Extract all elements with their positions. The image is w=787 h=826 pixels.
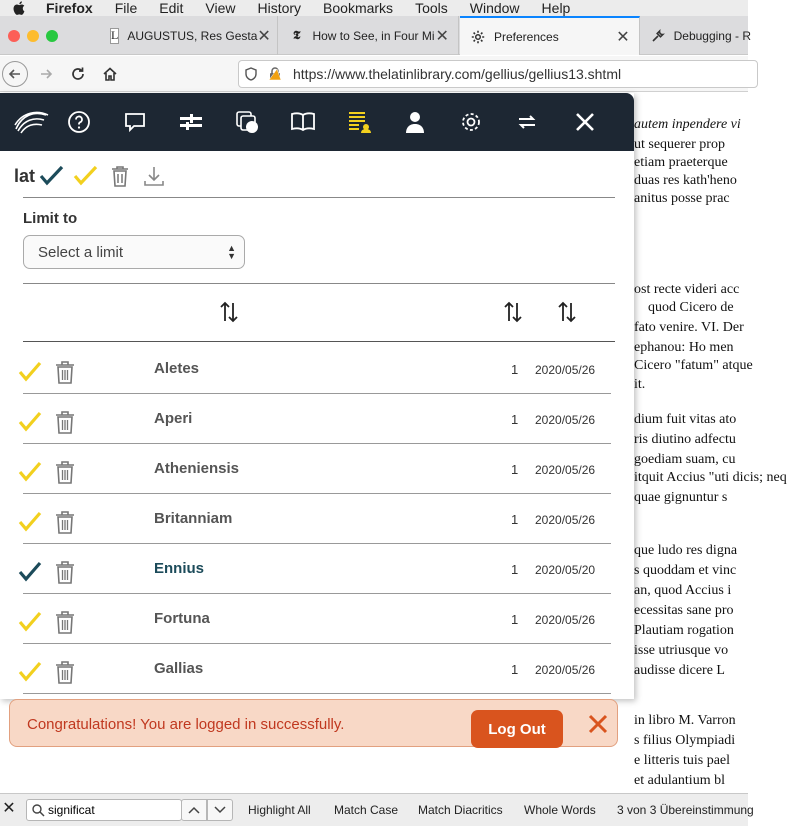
- word-count: 1: [511, 662, 519, 677]
- nyt-favicon-icon: 𝕿: [293, 28, 301, 42]
- macos-menubar: [0, 0, 748, 16]
- limit-select[interactable]: [23, 235, 245, 269]
- limit-select-value: Select a limit: [38, 243, 124, 261]
- page-line: que ludo res digna: [634, 543, 738, 558]
- word-date: 2020/05/26: [535, 513, 596, 527]
- word-date: 2020/05/26: [535, 363, 596, 377]
- page-line: quod Cicero de: [648, 300, 734, 315]
- book-icon[interactable]: [288, 107, 318, 137]
- page-line: e litteris tuis pael: [634, 753, 731, 768]
- match-diacritics-toggle[interactable]: Match Diacritics: [418, 803, 503, 817]
- window-zoom-button[interactable]: [46, 30, 58, 42]
- chevron-up-icon: [188, 806, 200, 814]
- check-icon[interactable]: [18, 361, 42, 383]
- word-count: 1: [511, 512, 519, 527]
- page-line: autem inpendere vi: [634, 117, 741, 132]
- arrow-left-icon: [8, 67, 22, 81]
- limit-label: Limit to: [23, 210, 78, 227]
- trash-icon[interactable]: [55, 560, 75, 584]
- reload-icon: [70, 66, 86, 82]
- word-date: 2020/05/26: [535, 613, 596, 627]
- page-line: Plautiam rogation: [634, 623, 734, 638]
- menu-edit[interactable]: Edit: [159, 0, 184, 16]
- word-count: 1: [511, 462, 519, 477]
- vocabulary-panel: [0, 93, 634, 699]
- trash-icon[interactable]: [55, 460, 75, 484]
- page-line: fato venire. VI. Der: [634, 320, 744, 335]
- find-field[interactable]: [26, 799, 182, 821]
- page-line: quae gignuntur s: [634, 490, 728, 505]
- apple-icon[interactable]: [12, 1, 26, 15]
- whole-words-toggle[interactable]: Whole Words: [524, 803, 596, 817]
- word-count: 1: [511, 412, 519, 427]
- home-icon: [102, 66, 118, 82]
- logo-icon[interactable]: [12, 107, 52, 137]
- check-icon[interactable]: [18, 661, 42, 683]
- page-line: goediam suam, cu: [634, 452, 736, 467]
- word-label[interactable]: Ennius: [154, 560, 205, 577]
- sort-icon: [217, 300, 241, 324]
- word-label[interactable]: Atheniensis: [154, 460, 240, 477]
- page-line: ecessitas sane pro: [634, 603, 734, 618]
- row-divider: [23, 693, 611, 694]
- match-case-toggle[interactable]: Match Case: [334, 803, 399, 817]
- page-line: s quoddam et vinc: [634, 563, 737, 578]
- close-tab-icon[interactable]: ✕: [435, 27, 449, 45]
- login-toast: [9, 699, 618, 747]
- menu-history[interactable]: History: [257, 0, 302, 16]
- word-label[interactable]: Aperi: [154, 410, 193, 427]
- language-code: lat: [14, 165, 36, 186]
- page-line: dium fuit vitas ato: [634, 412, 737, 427]
- swap-icon[interactable]: [512, 107, 542, 137]
- trash-icon[interactable]: [55, 510, 75, 534]
- trash-icon[interactable]: [55, 660, 75, 684]
- page-line: audisse dicere L: [634, 663, 725, 678]
- tab-debugging[interactable]: [641, 16, 751, 55]
- wrench-icon: [651, 28, 666, 44]
- shield-icon[interactable]: [239, 67, 263, 81]
- page-line: etiam praeterque: [634, 155, 728, 170]
- word-date: 2020/05/26: [535, 413, 596, 427]
- latin-library-favicon-icon: L: [111, 28, 119, 42]
- tab-title: Debugging - R: [673, 28, 751, 43]
- home-button[interactable]: [97, 61, 123, 87]
- arrow-right-icon: [39, 67, 53, 81]
- word-label[interactable]: Fortuna: [154, 610, 210, 627]
- find-input[interactable]: [48, 803, 178, 817]
- gear-icon: [470, 29, 486, 45]
- word-row: [0, 344, 634, 394]
- help-icon[interactable]: [64, 107, 94, 137]
- word-count: 1: [511, 562, 519, 577]
- page-line: isse utriusque vo: [634, 643, 729, 658]
- page-line: Cicero "fatum" atque: [634, 358, 753, 373]
- window-close-button[interactable]: [8, 30, 20, 42]
- page-line: ut sequerer prop: [634, 137, 725, 152]
- word-label[interactable]: Aletes: [154, 360, 200, 377]
- sort-date-button[interactable]: [554, 299, 580, 325]
- tab-augustus[interactable]: [100, 16, 278, 55]
- chevron-down-icon: [214, 806, 226, 814]
- divider: [23, 197, 615, 198]
- panel-toolbar: [0, 93, 634, 151]
- tab-preferences[interactable]: [460, 16, 640, 55]
- divider: [23, 341, 615, 342]
- delete-all-trash-icon[interactable]: [111, 165, 129, 187]
- reload-button[interactable]: [65, 61, 91, 87]
- check-icon[interactable]: [18, 411, 42, 433]
- settings-gear-icon[interactable]: [456, 107, 486, 137]
- word-row: [0, 594, 634, 644]
- word-row: [0, 544, 634, 594]
- check-all-yellow-icon[interactable]: [73, 165, 99, 187]
- tab-title: Preferences: [494, 29, 559, 44]
- search-icon: [31, 803, 45, 817]
- menu-file[interactable]: File: [114, 0, 138, 16]
- comment-icon[interactable]: [120, 107, 150, 137]
- check-icon[interactable]: [18, 511, 42, 533]
- url-text[interactable]: https://www.thelatinlibrary.com/gellius/gellius13.shtml: [293, 66, 622, 82]
- toast-message: Congratulations! You are logged in successfully.: [27, 716, 345, 733]
- back-button[interactable]: [2, 61, 28, 87]
- check-icon[interactable]: [18, 461, 42, 483]
- word-label[interactable]: Gallias: [154, 660, 204, 677]
- tab-title: How to See, in Four Mi: [312, 28, 435, 43]
- navigation-toolbar: [0, 56, 748, 92]
- page-line: et adulantium bl: [634, 773, 725, 788]
- close-tab-icon[interactable]: ✕: [616, 28, 630, 46]
- menu-help[interactable]: Help: [541, 0, 571, 16]
- menu-bookmarks[interactable]: Bookmarks: [323, 0, 394, 16]
- tab-how-to-see[interactable]: [279, 16, 459, 55]
- trash-icon[interactable]: [55, 410, 75, 434]
- word-date: 2020/05/26: [535, 463, 596, 477]
- find-status: 3 von 3 Übereinstimmung: [617, 803, 754, 817]
- logout-button[interactable]: Log Out: [471, 710, 563, 748]
- filter-icon[interactable]: [176, 107, 206, 137]
- window-minimize-button[interactable]: [27, 30, 39, 42]
- stack-icon[interactable]: [232, 107, 262, 137]
- word-label[interactable]: Britanniam: [154, 510, 233, 527]
- menu-tools[interactable]: Tools: [415, 0, 448, 16]
- sort-icon: [501, 300, 525, 324]
- select-arrows-icon: ▲ ▼: [227, 243, 236, 261]
- page-line: anitus posse prac: [634, 191, 730, 206]
- url-bar[interactable]: [238, 60, 758, 88]
- page-line: ephanou: Ho men: [634, 340, 734, 355]
- menu-view[interactable]: View: [205, 0, 236, 16]
- page-line: an, quod Accius i: [634, 583, 732, 598]
- user-icon[interactable]: [400, 107, 430, 137]
- download-icon[interactable]: [143, 165, 165, 187]
- language-row: [14, 165, 165, 187]
- word-row: [0, 394, 634, 444]
- find-previous-button[interactable]: [181, 799, 207, 821]
- close-panel-icon[interactable]: [570, 107, 600, 137]
- page-line: s filius Olympiadi: [634, 733, 736, 748]
- sort-word-button[interactable]: [216, 299, 242, 325]
- word-row: [0, 444, 634, 494]
- menu-app-firefox[interactable]: Firefox: [46, 0, 93, 16]
- dismiss-toast-icon[interactable]: [586, 712, 610, 736]
- word-count: 1: [511, 612, 519, 627]
- menu-window[interactable]: Window: [469, 0, 520, 16]
- insecure-lock-icon[interactable]: [263, 67, 287, 81]
- divider: [23, 283, 615, 284]
- check-icon[interactable]: [18, 561, 42, 583]
- tab-title: AUGUSTUS, Res Gesta: [127, 28, 258, 43]
- trash-icon[interactable]: [55, 360, 75, 384]
- page-line: in libro M. Varron: [634, 713, 736, 728]
- word-row: [0, 494, 634, 544]
- page-line: itquit Accius "uti dicis; neq: [634, 470, 787, 485]
- close-tab-icon[interactable]: ✕: [257, 27, 271, 45]
- word-date: 2020/05/20: [535, 563, 596, 577]
- check-icon[interactable]: [18, 611, 42, 633]
- find-next-button[interactable]: [207, 799, 233, 821]
- word-count: 1: [511, 362, 519, 377]
- find-bar: [0, 793, 754, 826]
- sort-count-button[interactable]: [500, 299, 526, 325]
- highlight-all-toggle[interactable]: Highlight All: [248, 803, 311, 817]
- word-date: 2020/05/26: [535, 663, 596, 677]
- forward-button[interactable]: [33, 61, 59, 87]
- page-line: duas res kath'heno: [634, 173, 737, 188]
- word-list-icon[interactable]: [344, 107, 374, 137]
- close-findbar-icon[interactable]: ✕: [2, 800, 16, 817]
- page-line: ost recte videri acc: [634, 282, 740, 297]
- word-row: [0, 644, 634, 694]
- page-line: ris diutino adfectu: [634, 432, 736, 447]
- page-line: it.: [634, 377, 646, 392]
- tab-strip: [0, 16, 751, 55]
- trash-icon[interactable]: [55, 610, 75, 634]
- sort-icon: [555, 300, 579, 324]
- check-all-dark-icon[interactable]: [39, 165, 65, 187]
